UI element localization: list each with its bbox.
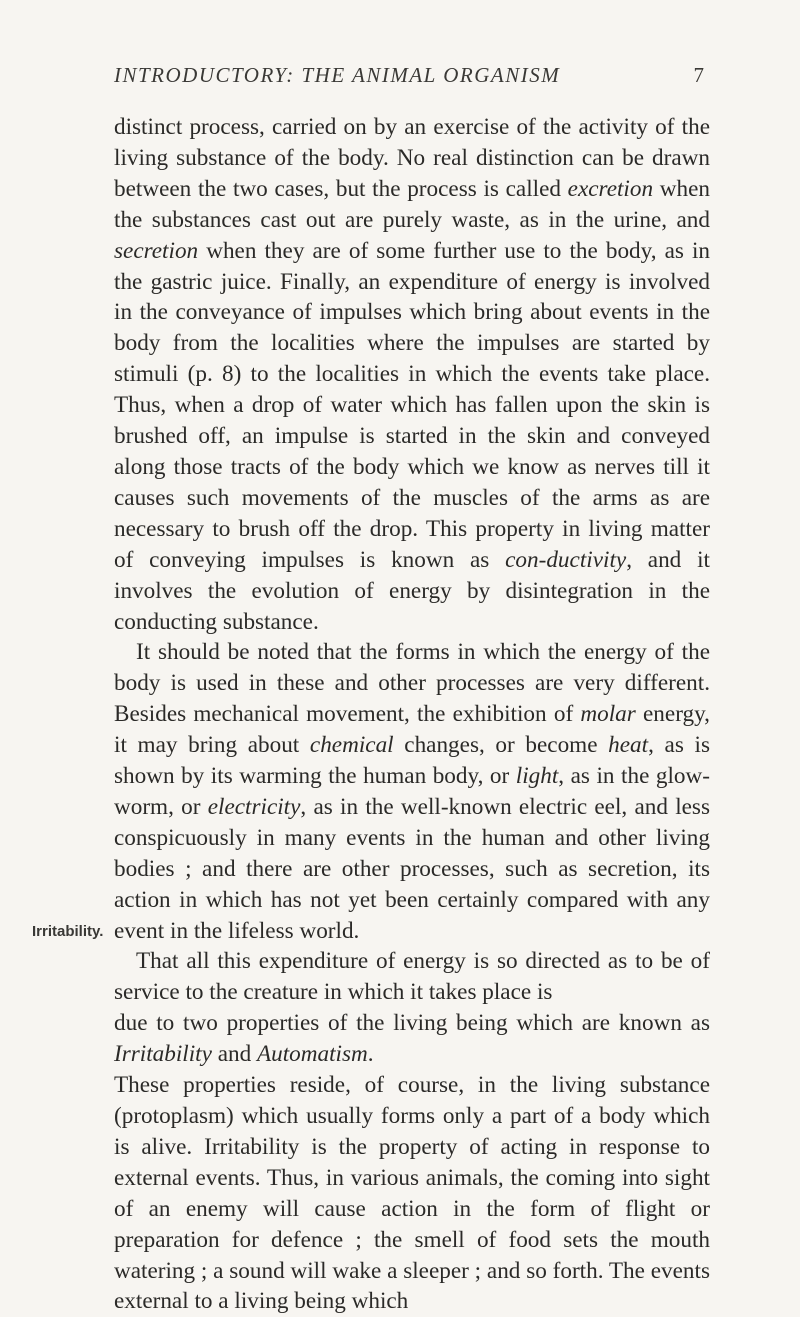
page-number: 7 bbox=[693, 63, 704, 87]
paragraph-3-continued: These properties reside, of course, in the living substance (protoplasm) which usually forms only a part of a body which is alive. Irritability is the property of acting in response to external events. Thus, in various animals, the coming into sight of an enemy will cause action in the form of flight or preparation for defence ; the smell of food sets the mouth watering ; a sound will wake a sleeper ; and so forth. The events external to a living being which bbox=[114, 1072, 710, 1315]
body-text bbox=[114, 112, 710, 1317]
paragraph-1: distinct process, carried on by an exercise of the activity of the living substance of the body. No real distinction can be drawn between the two cases, but the process is called excretion when the substances cast out are purely waste, as in the urine, and secretion when they are of some further use to the body, as in the gastric juice. Finally, an expenditure of energy is involved in the conveyance of impulses which bring about events in the body from the localities where the impulses are started by stimuli (p. 8) to the localities in which the events take place. Thus, when a drop of water which has fallen upon the skin is brushed off, an impulse is started in the skin and conveyed along those tracts of the body which we know as nerves till it causes such movements of the muscles of the arms as are necessary to brush off the drop. This property in living matter of conveying impulses is known as con-ductivity, and it involves the evolution of energy by disintegration in the conducting substance. bbox=[114, 114, 710, 635]
running-header bbox=[114, 63, 704, 88]
running-title: INTRODUCTORY: THE ANIMAL ORGANISM bbox=[114, 63, 561, 87]
paragraph-3-wrapped: due to two properties of the living being which are known as Irritability and Automatism. bbox=[114, 1010, 710, 1068]
paragraph-2: It should be noted that the forms in which the energy of the body is used in these and other processes are very different. Besides mechanical movement, the exhibition of molar energy, it may bring about chemical changes, or become heat, as is shown by its warming the human body, or light, as in the glow-worm, or electricity, as in the well-known electric eel, and less conspicuously in many events in the human and other living bodies ; and there are other processes, such as secretion, its action in which has not yet been certainly compared with any event in the lifeless world. bbox=[114, 639, 710, 944]
paragraph-3: That all this expenditure of energy is so directed as to be of service to the creature in which it takes place is bbox=[114, 948, 710, 1006]
margin-note: Irritability. bbox=[32, 923, 104, 940]
